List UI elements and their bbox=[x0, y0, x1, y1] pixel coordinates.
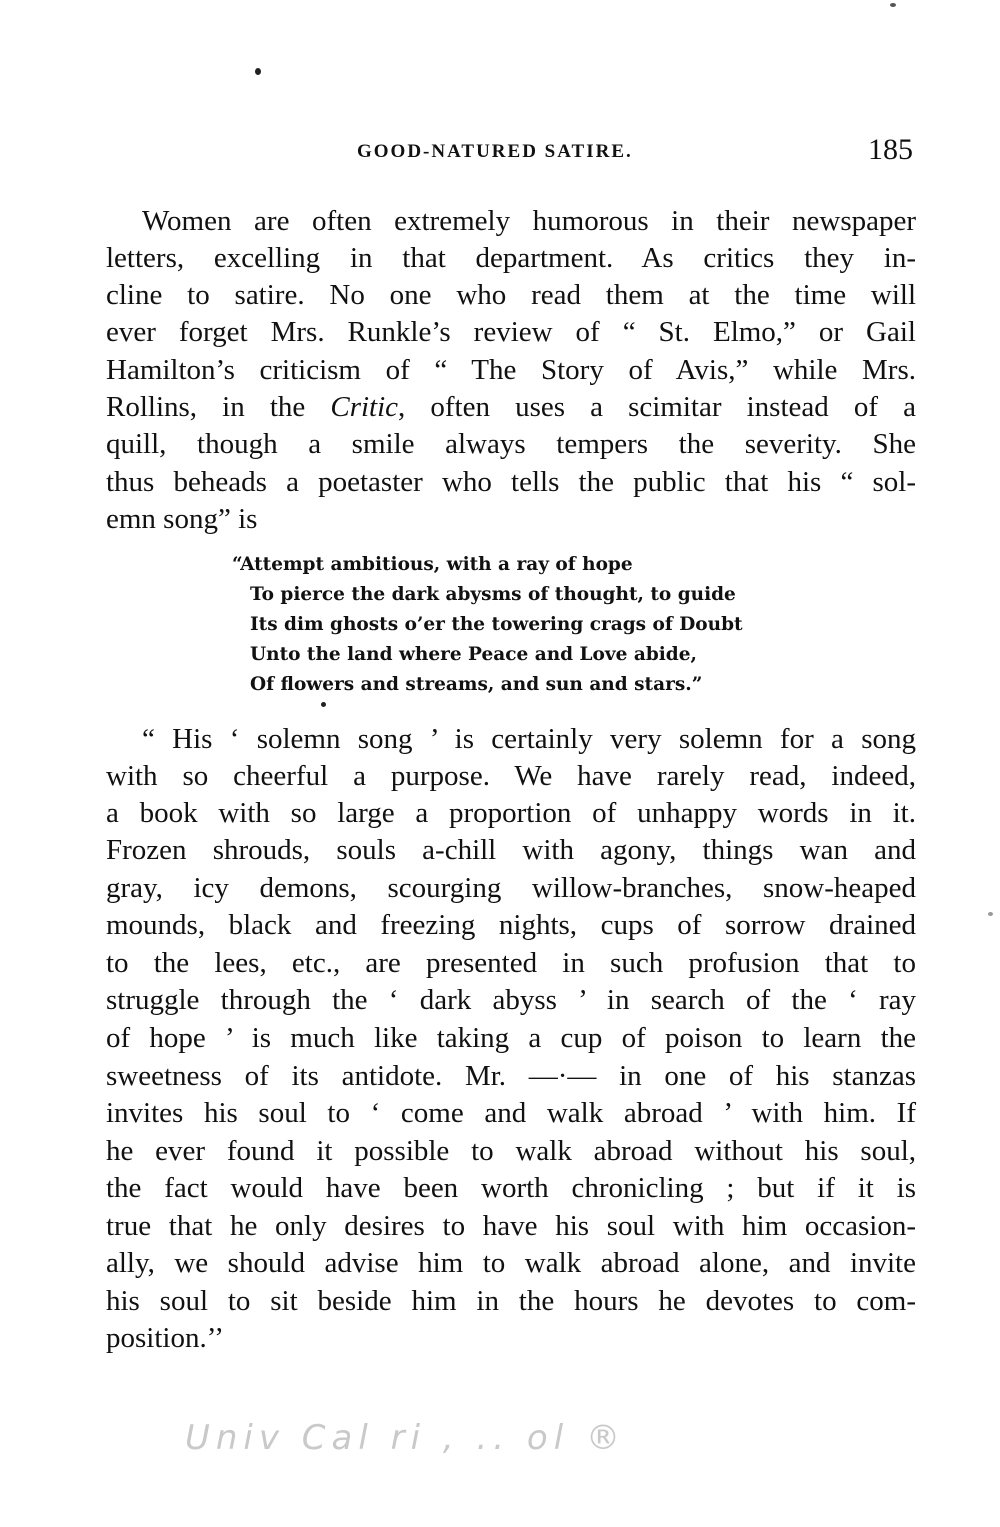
verse-line: Unto the land where Peace and Love abide, bbox=[250, 644, 697, 665]
verse-line: “Attempt ambitious, with a ray of hope bbox=[232, 554, 633, 575]
text-line: true that he only desires to have his soul with him occasion- bbox=[106, 1210, 916, 1242]
text-line: cline to satire. No one who read them at the time will bbox=[106, 279, 916, 311]
ink-speck bbox=[988, 912, 993, 916]
text-line: with so cheerful a purpose. We have rarely read, indeed, bbox=[106, 760, 916, 792]
verse-line: Its dim ghosts o’er the towering crags of Doubt bbox=[250, 614, 743, 635]
text-line bbox=[106, 389, 916, 425]
verse-line: To pierce the dark abysms of thought, to guide bbox=[250, 584, 736, 605]
text-line: “ His ‘ solemn song ’ is certainly very solemn for a song bbox=[142, 723, 916, 755]
text-line: Frozen shrouds, souls a-chill with agony, things wan and bbox=[106, 834, 916, 866]
ink-speck bbox=[255, 68, 261, 75]
ink-speck bbox=[321, 702, 326, 707]
text-run: , often uses a scimitar instead of a bbox=[398, 391, 916, 423]
verse-line: Of flowers and streams, and sun and stars.” bbox=[250, 674, 703, 695]
text-line: the fact would have been worth chronicling ; but if it is bbox=[106, 1172, 916, 1204]
text-line: a book with so large a proportion of unhappy words in it. bbox=[106, 797, 916, 829]
text-line: invites his soul to ‘ come and walk abroad ’ with him. If bbox=[106, 1097, 916, 1129]
running-header-title: GOOD-NATURED SATIRE. bbox=[357, 141, 633, 162]
text-line: gray, icy demons, scourging willow-branches, snow-heaped bbox=[106, 872, 916, 904]
text-line: his soul to sit beside him in the hours he devotes to com- bbox=[106, 1285, 916, 1317]
italic-title: Critic bbox=[330, 391, 399, 423]
text-line: letters, excelling in that department. As critics they in- bbox=[106, 242, 916, 274]
text-line: emn song” is bbox=[106, 503, 258, 535]
text-line: Women are often extremely humorous in their newspaper bbox=[142, 205, 916, 237]
text-line: position.’’ bbox=[106, 1322, 224, 1354]
text-line: mounds, black and freezing nights, cups of sorrow drained bbox=[106, 909, 916, 941]
text-line: quill, though a smile always tempers the severity. She bbox=[106, 428, 916, 460]
ink-speck bbox=[890, 3, 896, 7]
text-line: thus beheads a poetaster who tells the public that his “ sol- bbox=[106, 466, 916, 498]
library-stamp: Univ Cal ri , .. ol ® bbox=[185, 1418, 626, 1458]
text-line: struggle through the ‘ dark abyss ’ in search of the ‘ ray bbox=[106, 984, 916, 1016]
text-line: to the lees, etc., are presented in such profusion that to bbox=[106, 947, 916, 979]
text-line: ally, we should advise him to walk abroad alone, and invite bbox=[106, 1247, 916, 1279]
text-run: Rollins, in the bbox=[106, 391, 331, 423]
text-line: he ever found it possible to walk abroad without his soul, bbox=[106, 1135, 916, 1167]
text-line: Hamilton’s criticism of “ The Story of Avis,” while Mrs. bbox=[106, 354, 916, 386]
page-number: 185 bbox=[868, 133, 913, 166]
text-line: ever forget Mrs. Runkle’s review of “ St. Elmo,” or Gail bbox=[106, 316, 916, 348]
text-line: sweetness of its antidote. Mr. —·— in one of his stanzas bbox=[106, 1060, 916, 1092]
text-line: of hope ’ is much like taking a cup of poison to learn the bbox=[106, 1022, 916, 1054]
